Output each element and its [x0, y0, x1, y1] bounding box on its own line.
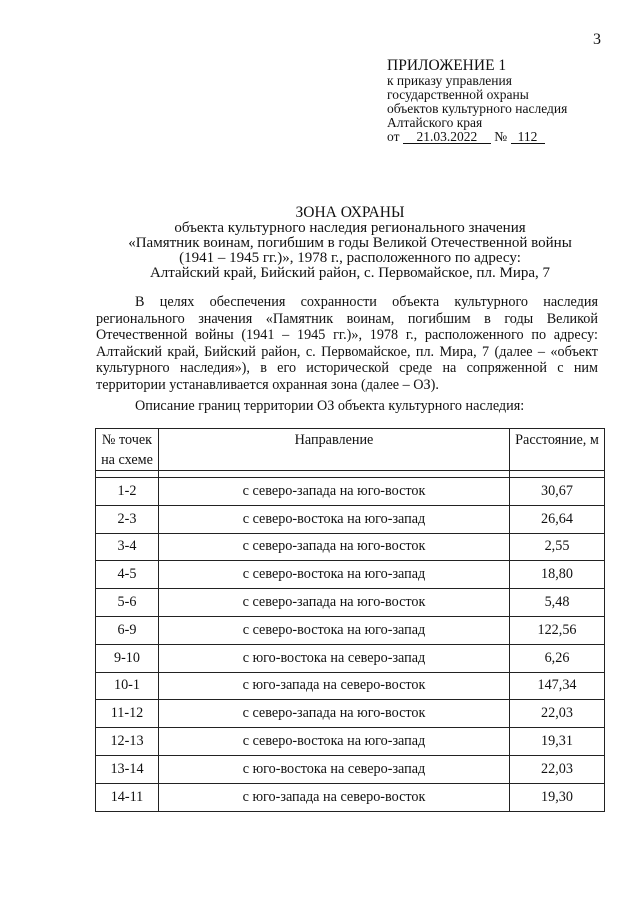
header-points: № точек на схеме: [96, 429, 159, 471]
paragraph-description: Описание границ территории ОЗ объекта культурного наследия:: [135, 398, 525, 414]
document-heading: [80, 205, 620, 281]
cell-points: 1-2: [96, 478, 159, 506]
paragraph-intro: [96, 294, 598, 394]
cell-direction: с северо-запада на юго-восток: [159, 533, 510, 561]
cell-distance: 18,80: [510, 561, 605, 589]
cell-direction: с северо-востока на юго-запад: [159, 505, 510, 533]
date-prefix: от: [387, 129, 400, 144]
heading-line: «Памятник воинам, погибшим в годы Великой Отечественной войны: [128, 235, 572, 251]
cell-distance: 22,03: [510, 700, 605, 728]
table-spacer: [96, 471, 605, 478]
cell-distance: 6,26: [510, 644, 605, 672]
table-row: [96, 728, 605, 756]
heading-line: Алтайский край, Бийский район, с. Первомайское, пл. Мира, 7: [149, 265, 551, 281]
cell-distance: 22,03: [510, 755, 605, 783]
table-row: [96, 561, 605, 589]
number-prefix: №: [494, 129, 508, 144]
table-row: [96, 478, 605, 506]
table-row: [96, 700, 605, 728]
cell-points: 6-9: [96, 616, 159, 644]
appendix-line: к приказу управления: [387, 73, 512, 88]
cell-points: 5-6: [96, 589, 159, 617]
appendix-line: объектов культурного наследия: [387, 101, 568, 116]
cell-direction: с северо-запада на юго-восток: [159, 589, 510, 617]
heading-line: объекта культурного наследия регионального значения: [174, 220, 526, 236]
cell-direction: с северо-запада на юго-восток: [159, 700, 510, 728]
document-title: ЗОНА ОХРАНЫ: [295, 204, 405, 221]
cell-direction: с юго-востока на северо-запад: [159, 755, 510, 783]
cell-points: 9-10: [96, 644, 159, 672]
header-distance: Расстояние, м: [510, 429, 605, 471]
appendix-title: ПРИЛОЖЕНИЕ 1: [387, 57, 507, 74]
paragraph-intro-text: В целях обеспечения сохранности объекта культурного наследия регионального значения «Памятник воинам, погибшим в годы Великой Отечественной войны (1941 – 1945 гг.)», 1978 г., расположенного по адресу: Алтайский край, Бийский район, с. Первомайское, пл. Мира, 7 (далее – «объект культурного наследия»), в его исторической среде на сопряженной с ним территории устанавливается охранная зона (далее – ОЗ).: [96, 294, 598, 393]
appendix-line: Алтайского края: [387, 115, 483, 130]
header-direction: Направление: [159, 429, 510, 471]
cell-direction: с северо-запада на юго-восток: [159, 478, 510, 506]
order-date-line: [387, 130, 567, 144]
appendix-line: государственной охраны: [387, 87, 529, 102]
cell-distance: 30,67: [510, 478, 605, 506]
cell-distance: 19,31: [510, 728, 605, 756]
cell-direction: с юго-запада на северо-восток: [159, 783, 510, 811]
cell-points: 12-13: [96, 728, 159, 756]
table-row: [96, 505, 605, 533]
table-row: [96, 755, 605, 783]
cell-direction: с северо-востока на юго-запад: [159, 616, 510, 644]
cell-direction: с северо-востока на юго-запад: [159, 728, 510, 756]
table-row: [96, 644, 605, 672]
cell-points: 3-4: [96, 533, 159, 561]
order-date: 21.03.2022: [403, 130, 491, 144]
cell-direction: с северо-востока на юго-запад: [159, 561, 510, 589]
table-row: [96, 616, 605, 644]
cell-points: 13-14: [96, 755, 159, 783]
cell-points: 10-1: [96, 672, 159, 700]
cell-distance: 122,56: [510, 616, 605, 644]
appendix-block: [387, 58, 567, 144]
page-number: 3: [593, 31, 601, 48]
heading-line: (1941 – 1945 гг.)», 1978 г., расположенного по адресу:: [179, 250, 521, 266]
cell-points: 2-3: [96, 505, 159, 533]
order-number: 112: [511, 130, 545, 144]
cell-points: 14-11: [96, 783, 159, 811]
table-row: [96, 589, 605, 617]
cell-points: 11-12: [96, 700, 159, 728]
cell-distance: 147,34: [510, 672, 605, 700]
table-header-row: [96, 429, 605, 471]
cell-points: 4-5: [96, 561, 159, 589]
cell-direction: с юго-запада на северо-восток: [159, 672, 510, 700]
boundary-table: [95, 428, 605, 812]
table-row: [96, 533, 605, 561]
cell-distance: 2,55: [510, 533, 605, 561]
cell-distance: 26,64: [510, 505, 605, 533]
table-row: [96, 783, 605, 811]
cell-distance: 19,30: [510, 783, 605, 811]
table-row: [96, 672, 605, 700]
cell-distance: 5,48: [510, 589, 605, 617]
cell-direction: с юго-востока на северо-запад: [159, 644, 510, 672]
